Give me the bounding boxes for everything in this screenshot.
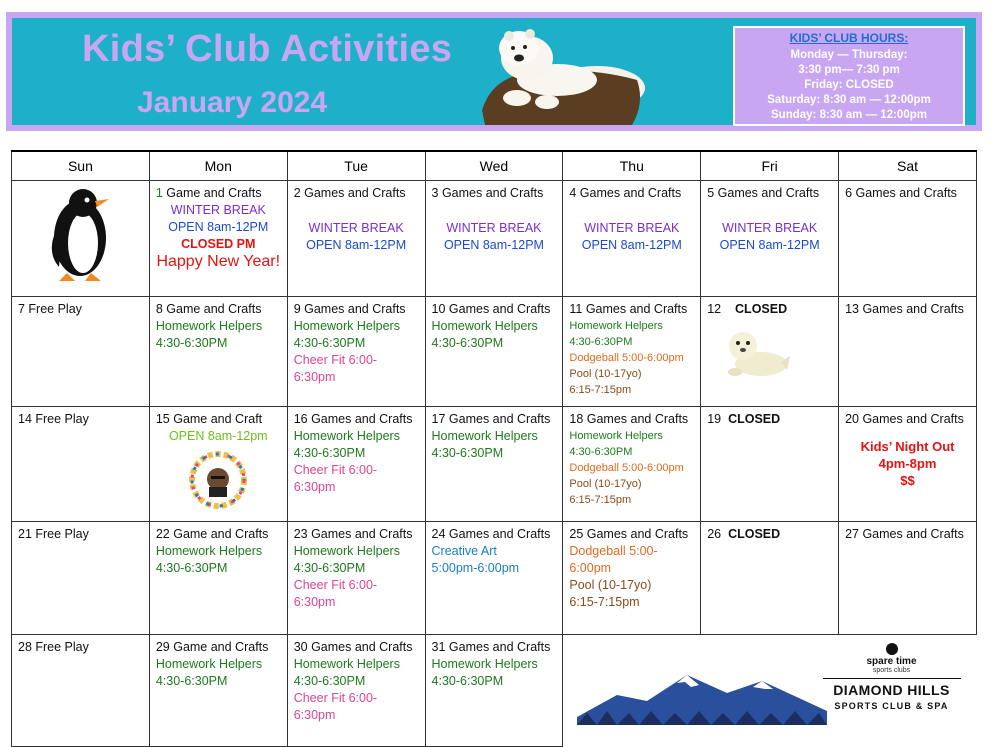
day-number: 19 [707, 412, 722, 426]
day-title: 2 Games and Crafts [293, 186, 406, 200]
closed-label: CLOSED PM [181, 237, 256, 251]
day-cell [149, 297, 287, 407]
day-cell [12, 297, 150, 407]
weekday-header-row [12, 151, 977, 181]
day-cell [287, 181, 425, 297]
homework-helpers-time: 4:30-6:30PM [293, 336, 366, 350]
dodgeball-time: 6:00pm [569, 561, 612, 575]
homework-helpers-label: Homework Helpers [293, 657, 400, 671]
homework-helpers-time: 4:30-6:30PM [569, 446, 633, 458]
day-cell-empty [12, 181, 150, 297]
day-cell [425, 635, 563, 747]
club-hours-title: KIDS’ CLUB HOURS: [789, 31, 909, 45]
day-title [156, 185, 281, 202]
day-title: 9 Games and Crafts [293, 302, 406, 316]
day-cell [149, 635, 287, 747]
open-hours-label: OPEN 8am-12pm [168, 429, 268, 443]
weekday-header: Sat [839, 151, 977, 181]
homework-helpers-label: Homework Helpers [431, 657, 538, 671]
creative-art-time: 5:00pm-6:00pm [431, 561, 520, 575]
page-title: Kids’ Club Activities [82, 28, 453, 70]
day-title: 30 Games and Crafts [293, 640, 413, 654]
day-title: 13 Games and Crafts [845, 302, 964, 316]
day-cell [425, 407, 563, 522]
day-title: 18 Games and Crafts [569, 412, 689, 426]
pool-time: 6:15-7:15pm [569, 595, 640, 609]
day-title: 21 Free Play [18, 527, 89, 541]
penguin-icon [45, 183, 115, 287]
day-title-text: Game and Crafts [166, 186, 262, 200]
open-hours-label: OPEN 8am-12PM [168, 220, 269, 234]
kids-night-out-label: Kids’ Night Out [860, 439, 955, 454]
day-cell [287, 522, 425, 635]
day-title: 16 Games and Crafts [293, 412, 413, 426]
homework-helpers-time: 4:30-6:30PM [155, 561, 228, 575]
day-cell [839, 522, 977, 635]
day-title: 23 Games and Crafts [293, 527, 413, 541]
day-title: 14 Free Play [18, 412, 89, 426]
day-number: 1 [155, 186, 163, 200]
day-title: 6 Games and Crafts [845, 186, 957, 200]
day-cell [425, 522, 563, 635]
day-cell [149, 407, 287, 522]
club-hours-line: Sunday: 8:30 am — 12:00pm [771, 109, 927, 121]
mountains-icon [577, 667, 827, 725]
logo-divider [823, 678, 961, 679]
day-cell [287, 635, 425, 747]
day-title: 27 Games and Crafts [845, 527, 964, 541]
seal-icon [721, 322, 791, 382]
day-cell [425, 297, 563, 407]
cheer-fit-label: Cheer Fit 6:00-6:30pm [293, 463, 378, 494]
day-cell [287, 297, 425, 407]
homework-helpers-label: Homework Helpers [569, 430, 663, 442]
homework-helpers-time: 4:30-6:30PM [569, 336, 633, 348]
weekday-header: Tue [287, 151, 425, 181]
homework-helpers-time: 4:30-6:30PM [431, 336, 504, 350]
winter-break-label: WINTER BREAK [170, 203, 266, 217]
diamond-hills-logo [817, 643, 967, 715]
weekday-header: Thu [563, 151, 701, 181]
week-row [12, 181, 977, 297]
homework-helpers-label: Homework Helpers [293, 319, 400, 333]
day-cell [563, 181, 701, 297]
header-banner [6, 12, 982, 131]
day-title: 22 Game and Crafts [155, 527, 269, 541]
dodgeball-label: Dodgeball 5:00-6:00pm [569, 352, 684, 364]
cheer-fit-label: Cheer Fit 6:00-6:30pm [293, 578, 378, 609]
pool-label: Pool (10-17yo) [569, 368, 642, 380]
pool-time: 6:15-7:15pm [569, 384, 632, 396]
homework-helpers-label: Homework Helpers [155, 319, 263, 333]
homework-helpers-time: 4:30-6:30PM [293, 674, 366, 688]
club-sub-label: SPORTS CLUB & SPA [834, 701, 949, 711]
day-cell [839, 297, 977, 407]
week-row [12, 407, 977, 522]
week-row [12, 635, 977, 747]
homework-helpers-time: 4:30-6:30PM [155, 674, 228, 688]
dodgeball-label: Dodgeball 5:00- [569, 544, 658, 558]
homework-helpers-label: Homework Helpers [569, 320, 663, 332]
spare-time-logo-icon [886, 643, 898, 655]
homework-helpers-label: Homework Helpers [293, 429, 400, 443]
day-cell [563, 407, 701, 522]
day-cell [12, 407, 150, 522]
day-cell [563, 297, 701, 407]
week-row [12, 297, 977, 407]
header-banner-inner [12, 18, 976, 125]
day-cell [839, 407, 977, 522]
day-title: 10 Games and Crafts [431, 302, 551, 316]
pool-label: Pool (10-17yo) [569, 478, 642, 490]
spare-time-sublabel: sports clubs [872, 667, 911, 674]
open-hours-label: OPEN 8am-12PM [443, 238, 544, 252]
homework-helpers-time: 4:30-6:30PM [293, 561, 366, 575]
club-name-label: DIAMOND HILLS [833, 682, 950, 698]
creative-art-label: Creative Art [431, 544, 497, 558]
day-title: 7 Free Play [18, 302, 82, 316]
day-title: 31 Games and Crafts [431, 640, 551, 654]
homework-helpers-label: Homework Helpers [155, 657, 263, 671]
day-cell [701, 407, 839, 522]
cheer-fit-label: Cheer Fit 6:00-6:30pm [293, 353, 378, 384]
club-hours-line: Friday: CLOSED [804, 79, 894, 91]
day-cell [701, 297, 839, 407]
winter-break-label: WINTER BREAK [584, 221, 680, 235]
holiday-label: Happy New Year! [156, 253, 281, 270]
day-cell [149, 522, 287, 635]
homework-helpers-label: Homework Helpers [155, 544, 263, 558]
day-title: 25 Games and Crafts [569, 527, 689, 541]
calendar-table [11, 150, 977, 747]
winter-break-label: WINTER BREAK [722, 221, 818, 235]
page-subtitle: January 2024 [137, 86, 328, 119]
day-number: 26 [707, 527, 722, 541]
closed-label: CLOSED [735, 302, 788, 316]
day-cell [839, 181, 977, 297]
pool-time: 6:15-7:15pm [569, 494, 632, 506]
weekday-header: Fri [701, 151, 839, 181]
day-title: 5 Games and Crafts [707, 186, 820, 200]
day-cell [701, 522, 839, 635]
open-hours-label: OPEN 8am-12PM [306, 238, 407, 252]
day-cell [12, 635, 150, 747]
homework-helpers-time: 4:30-6:30PM [431, 446, 504, 460]
day-title: 3 Games and Crafts [431, 186, 544, 200]
club-hours-line: Monday — Thursday: [790, 49, 908, 61]
day-title: 17 Games and Crafts [431, 412, 551, 426]
day-cell [425, 181, 563, 297]
homework-helpers-time: 4:30-6:30PM [431, 674, 504, 688]
day-title: 28 Free Play [18, 640, 89, 654]
club-hours-line: Saturday: 8:30 am — 12:00pm [767, 94, 931, 106]
club-hours-line: 3:30 pm— 7:30 pm [798, 64, 900, 76]
day-title: 29 Game and Crafts [155, 640, 269, 654]
homework-helpers-time: 4:30-6:30PM [293, 446, 366, 460]
homework-helpers-label: Homework Helpers [431, 429, 538, 443]
dodgeball-label: Dodgeball 5:00-6:00pm [569, 462, 684, 474]
mlk-children-circle-icon [187, 449, 249, 511]
winter-break-label: WINTER BREAK [308, 221, 404, 235]
day-cell [287, 407, 425, 522]
day-cell [149, 181, 287, 297]
day-cell [12, 522, 150, 635]
open-hours-label: OPEN 8am-12PM [719, 238, 820, 252]
day-cell [563, 522, 701, 635]
day-cell [701, 181, 839, 297]
club-hours-box [733, 26, 965, 126]
day-title: 8 Game and Crafts [155, 302, 262, 316]
kids-night-out-time: 4pm-8pm [878, 456, 937, 471]
pool-label: Pool (10-17yo) [569, 578, 652, 592]
day-title [707, 301, 832, 318]
day-title: 20 Games and Crafts [845, 412, 964, 426]
day-title: 15 Game and Craft [155, 412, 263, 426]
homework-helpers-label: Homework Helpers [293, 544, 400, 558]
open-hours-label: OPEN 8am-12PM [581, 238, 682, 252]
closed-label: CLOSED [728, 412, 781, 426]
weekday-header: Mon [149, 151, 287, 181]
weekday-header: Wed [425, 151, 563, 181]
day-title [707, 411, 832, 428]
spare-time-label: spare time [866, 656, 917, 667]
cheer-fit-label: Cheer Fit 6:00-6:30pm [293, 691, 378, 722]
day-title: 4 Games and Crafts [569, 186, 682, 200]
day-title [707, 526, 832, 543]
day-title: 24 Games and Crafts [431, 527, 551, 541]
kids-night-out-price: $$ [900, 473, 915, 488]
homework-helpers-label: Homework Helpers [431, 319, 538, 333]
week-row [12, 522, 977, 635]
polar-bear-icon [467, 18, 667, 125]
winter-break-label: WINTER BREAK [446, 221, 542, 235]
closed-label: CLOSED [728, 527, 781, 541]
day-title: 11 Games and Crafts [569, 302, 688, 316]
homework-helpers-time: 4:30-6:30PM [155, 336, 228, 350]
weekday-header: Sun [12, 151, 150, 181]
club-logo-area [563, 635, 977, 747]
day-number: 12 [707, 302, 722, 316]
